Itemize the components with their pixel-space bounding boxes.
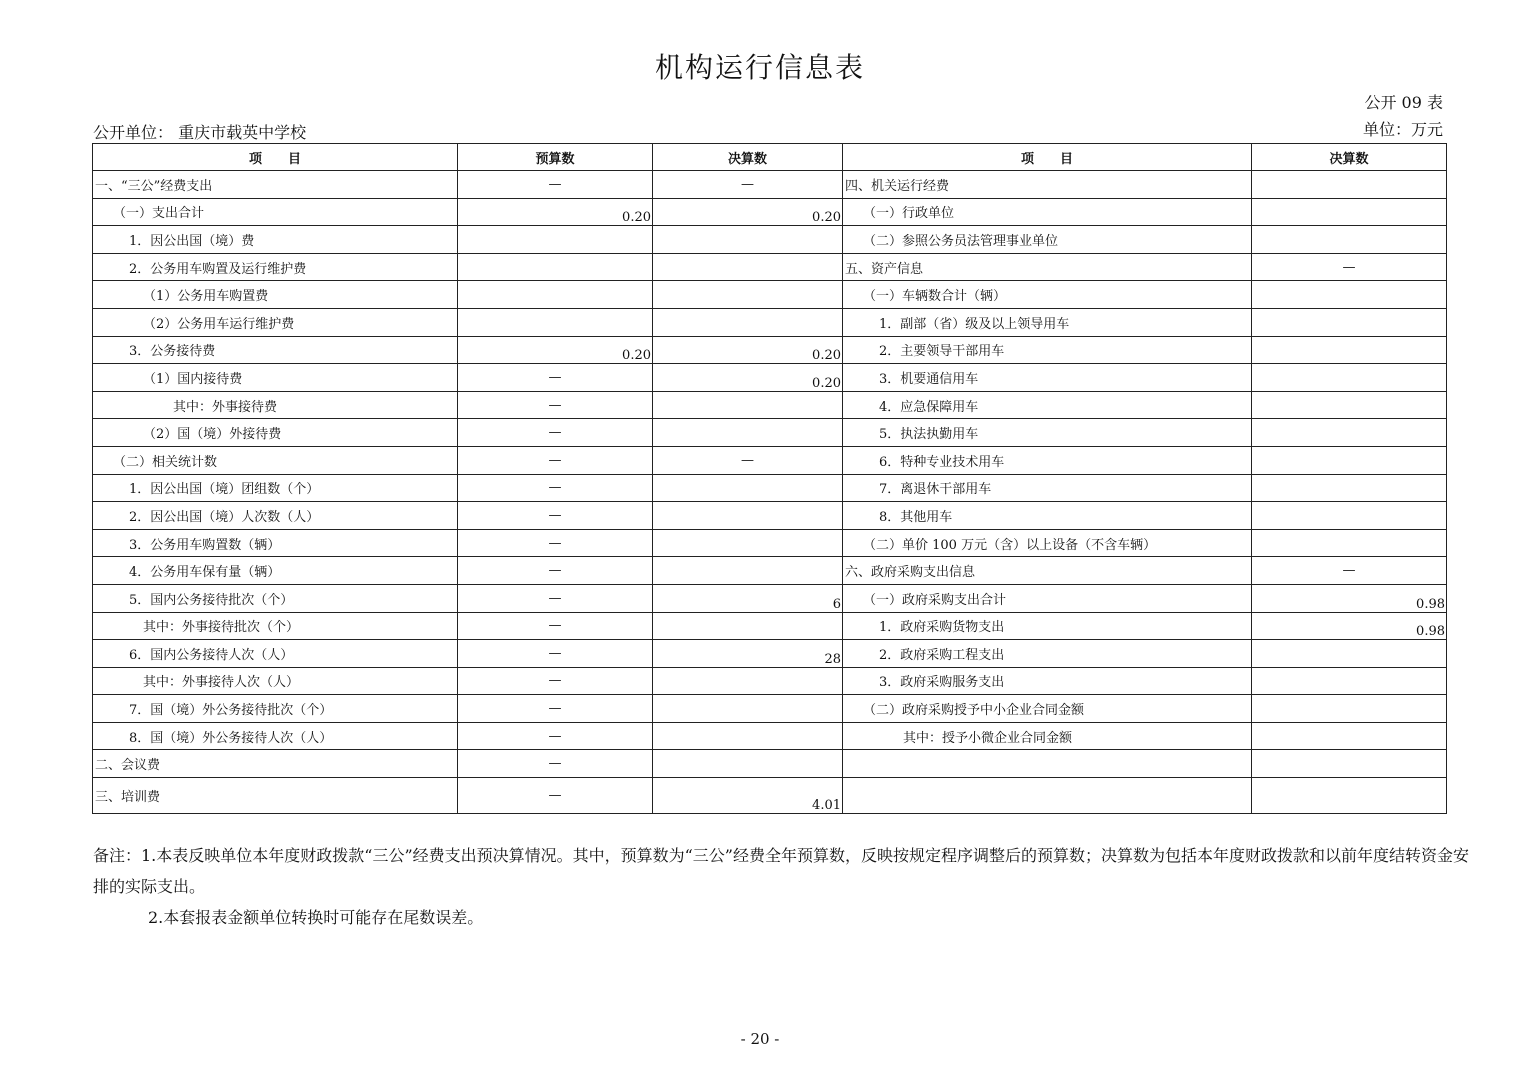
right-final-cell — [1252, 750, 1447, 778]
left-budget-cell — [458, 308, 653, 336]
left-item-cell: 3．公务用车购置数（辆） — [93, 529, 458, 557]
left-budget-cell: — — [458, 529, 653, 557]
left-item-cell: 3．公务接待费 — [93, 336, 458, 364]
right-final-cell — [1252, 446, 1447, 474]
left-budget-cell: — — [458, 695, 653, 723]
left-final-cell — [653, 226, 843, 254]
left-item-cell: 8．国（境）外公务接待人次（人） — [93, 722, 458, 750]
left-budget-cell: — — [458, 667, 653, 695]
left-final-cell: 4.01 — [653, 778, 843, 814]
table-row — [93, 419, 1447, 447]
right-item-cell: （二）单价 100 万元（含）以上设备（不含车辆） — [843, 529, 1252, 557]
left-budget-cell: 0.20 — [458, 336, 653, 364]
left-final-cell — [653, 667, 843, 695]
left-item-cell: （1）国内接待费 — [93, 364, 458, 392]
left-item-cell: 7．国（境）外公务接待批次（个） — [93, 695, 458, 723]
left-final-cell — [653, 419, 843, 447]
table-row — [93, 502, 1447, 530]
left-final-cell — [653, 253, 843, 281]
right-final-cell — [1252, 364, 1447, 392]
left-final-cell — [653, 695, 843, 723]
right-item-cell: 8．其他用车 — [843, 502, 1252, 530]
right-final-cell — [1252, 308, 1447, 336]
right-item-cell: （二）政府采购授予中小企业合同金额 — [843, 695, 1252, 723]
form-number: 公开 09 表 — [1364, 93, 1443, 112]
right-item-cell: 五、资产信息 — [843, 253, 1252, 281]
table-row — [93, 198, 1447, 226]
header-left-final: 决算数 — [653, 144, 843, 171]
left-final-cell: 0.20 — [653, 336, 843, 364]
left-budget-cell — [458, 253, 653, 281]
left-budget-cell: — — [458, 778, 653, 814]
left-budget-cell: — — [458, 612, 653, 640]
table-row — [93, 446, 1447, 474]
right-item-cell: 3．政府采购服务支出 — [843, 667, 1252, 695]
right-final-cell: 0.98 — [1252, 612, 1447, 640]
right-final-cell: — — [1252, 253, 1447, 281]
right-final-cell — [1252, 778, 1447, 814]
table-row — [93, 640, 1447, 668]
right-item-cell: 其中：授予小微企业合同金额 — [843, 722, 1252, 750]
left-budget-cell: — — [458, 640, 653, 668]
left-item-cell: 其中：外事接待人次（人） — [93, 667, 458, 695]
left-budget-cell: — — [458, 171, 653, 199]
right-item-cell: 2．政府采购工程支出 — [843, 640, 1252, 668]
right-final-cell — [1252, 667, 1447, 695]
table-row — [93, 529, 1447, 557]
table-row — [93, 584, 1447, 612]
left-final-cell — [653, 308, 843, 336]
table-row — [93, 778, 1447, 814]
right-final-cell — [1252, 474, 1447, 502]
header-right-final: 决算数 — [1252, 144, 1447, 171]
right-item-cell: 5．执法执勤用车 — [843, 419, 1252, 447]
table-row — [93, 226, 1447, 254]
left-final-cell: — — [653, 446, 843, 474]
right-item-cell: 4．应急保障用车 — [843, 391, 1252, 419]
left-budget-cell — [458, 281, 653, 309]
right-final-cell — [1252, 226, 1447, 254]
right-item-cell: 3．机要通信用车 — [843, 364, 1252, 392]
table-row — [93, 667, 1447, 695]
right-item-cell: 7．离退休干部用车 — [843, 474, 1252, 502]
right-final-cell: 0.98 — [1252, 584, 1447, 612]
note-2: 2.本套报表金额单位转换时可能存在尾数误差。 — [148, 908, 484, 927]
left-final-cell — [653, 529, 843, 557]
left-item-cell: 二、会议费 — [93, 750, 458, 778]
left-budget-cell: — — [458, 722, 653, 750]
left-item-cell: （1）公务用车购置费 — [93, 281, 458, 309]
right-item-cell: 六、政府采购支出信息 — [843, 557, 1252, 585]
table-row — [93, 391, 1447, 419]
header-left-item: 项 目 — [93, 144, 458, 171]
right-final-cell: — — [1252, 557, 1447, 585]
left-budget-cell: — — [458, 419, 653, 447]
left-budget-cell: — — [458, 474, 653, 502]
table-row — [93, 171, 1447, 199]
right-final-cell — [1252, 198, 1447, 226]
left-budget-cell: — — [458, 364, 653, 392]
info-table — [92, 143, 1447, 814]
right-final-cell — [1252, 419, 1447, 447]
right-item-cell — [843, 778, 1252, 814]
left-budget-cell: — — [458, 750, 653, 778]
left-final-cell — [653, 474, 843, 502]
left-final-cell — [653, 750, 843, 778]
notes — [93, 840, 1483, 933]
left-item-cell: 2．因公出国（境）人次数（人） — [93, 502, 458, 530]
right-item-cell: 四、机关运行经费 — [843, 171, 1252, 199]
left-budget-cell: — — [458, 446, 653, 474]
table-row — [93, 364, 1447, 392]
left-item-cell: （2）公务用车运行维护费 — [93, 308, 458, 336]
left-final-cell — [653, 391, 843, 419]
right-item-cell: （一）车辆数合计（辆） — [843, 281, 1252, 309]
page-title: 机构运行信息表 — [654, 51, 865, 84]
right-final-cell — [1252, 281, 1447, 309]
header-right-item: 项 目 — [843, 144, 1252, 171]
left-item-cell: 其中：外事接待费 — [93, 391, 458, 419]
left-final-cell — [653, 557, 843, 585]
left-item-cell: 三、培训费 — [93, 778, 458, 814]
right-final-cell — [1252, 336, 1447, 364]
table-row — [93, 722, 1447, 750]
left-item-cell: （二）相关统计数 — [93, 446, 458, 474]
left-item-cell: 其中：外事接待批次（个） — [93, 612, 458, 640]
right-final-cell — [1252, 171, 1447, 199]
left-final-cell: 6 — [653, 584, 843, 612]
table-row — [93, 612, 1447, 640]
table-row — [93, 336, 1447, 364]
left-item-cell: （一）支出合计 — [93, 198, 458, 226]
table-row — [93, 695, 1447, 723]
left-item-cell: 4．公务用车保有量（辆） — [93, 557, 458, 585]
right-final-cell — [1252, 640, 1447, 668]
right-item-cell: （一）政府采购支出合计 — [843, 584, 1252, 612]
right-item-cell: 1．政府采购货物支出 — [843, 612, 1252, 640]
header-left-budget: 预算数 — [458, 144, 653, 171]
left-item-cell: （2）国（境）外接待费 — [93, 419, 458, 447]
table-row — [93, 253, 1447, 281]
left-budget-cell: — — [458, 584, 653, 612]
unit-label: 单位：万元 — [1362, 120, 1443, 139]
table-row — [93, 308, 1447, 336]
left-item-cell: 6．国内公务接待人次（人） — [93, 640, 458, 668]
left-item-cell: 2．公务用车购置及运行维护费 — [93, 253, 458, 281]
left-final-cell: — — [653, 171, 843, 199]
organization-label: 公开单位： 重庆市载英中学校 — [93, 123, 307, 142]
left-budget-cell: — — [458, 557, 653, 585]
left-final-cell — [653, 722, 843, 750]
right-final-cell — [1252, 502, 1447, 530]
right-item-cell: 6．特种专业技术用车 — [843, 446, 1252, 474]
left-item-cell: 5．国内公务接待批次（个） — [93, 584, 458, 612]
left-item-cell: 一、“三公”经费支出 — [93, 171, 458, 199]
right-item-cell: （一）行政单位 — [843, 198, 1252, 226]
right-final-cell — [1252, 391, 1447, 419]
right-item-cell: 1．副部（省）级及以上领导用车 — [843, 308, 1252, 336]
table-header-row — [93, 144, 1447, 171]
table-row — [93, 281, 1447, 309]
left-final-cell: 0.20 — [653, 198, 843, 226]
table-row — [93, 750, 1447, 778]
right-final-cell — [1252, 529, 1447, 557]
right-final-cell — [1252, 695, 1447, 723]
left-final-cell — [653, 502, 843, 530]
right-item-cell: 2．主要领导干部用车 — [843, 336, 1252, 364]
left-item-cell: 1．因公出国（境）团组数（个） — [93, 474, 458, 502]
right-item-cell: （二）参照公务员法管理事业单位 — [843, 226, 1252, 254]
left-budget-cell: — — [458, 391, 653, 419]
left-final-cell — [653, 612, 843, 640]
left-budget-cell: 0.20 — [458, 198, 653, 226]
table-row — [93, 557, 1447, 585]
note-1: 备注：1.本表反映单位本年度财政拨款“三公”经费支出预决算情况。其中，预算数为“三公”经费全年预算数，反映按规定程序调整后的预算数；决算数为包括本年度财政拨款和以前年度结转资金安排的实际支出。 — [93, 846, 1469, 896]
left-final-cell — [653, 281, 843, 309]
left-budget-cell — [458, 226, 653, 254]
left-final-cell: 0.20 — [653, 364, 843, 392]
left-item-cell: 1．因公出国（境）费 — [93, 226, 458, 254]
page-number: - 20 - — [740, 1030, 780, 1048]
right-item-cell — [843, 750, 1252, 778]
left-budget-cell: — — [458, 502, 653, 530]
table-row — [93, 474, 1447, 502]
left-final-cell: 28 — [653, 640, 843, 668]
right-final-cell — [1252, 722, 1447, 750]
